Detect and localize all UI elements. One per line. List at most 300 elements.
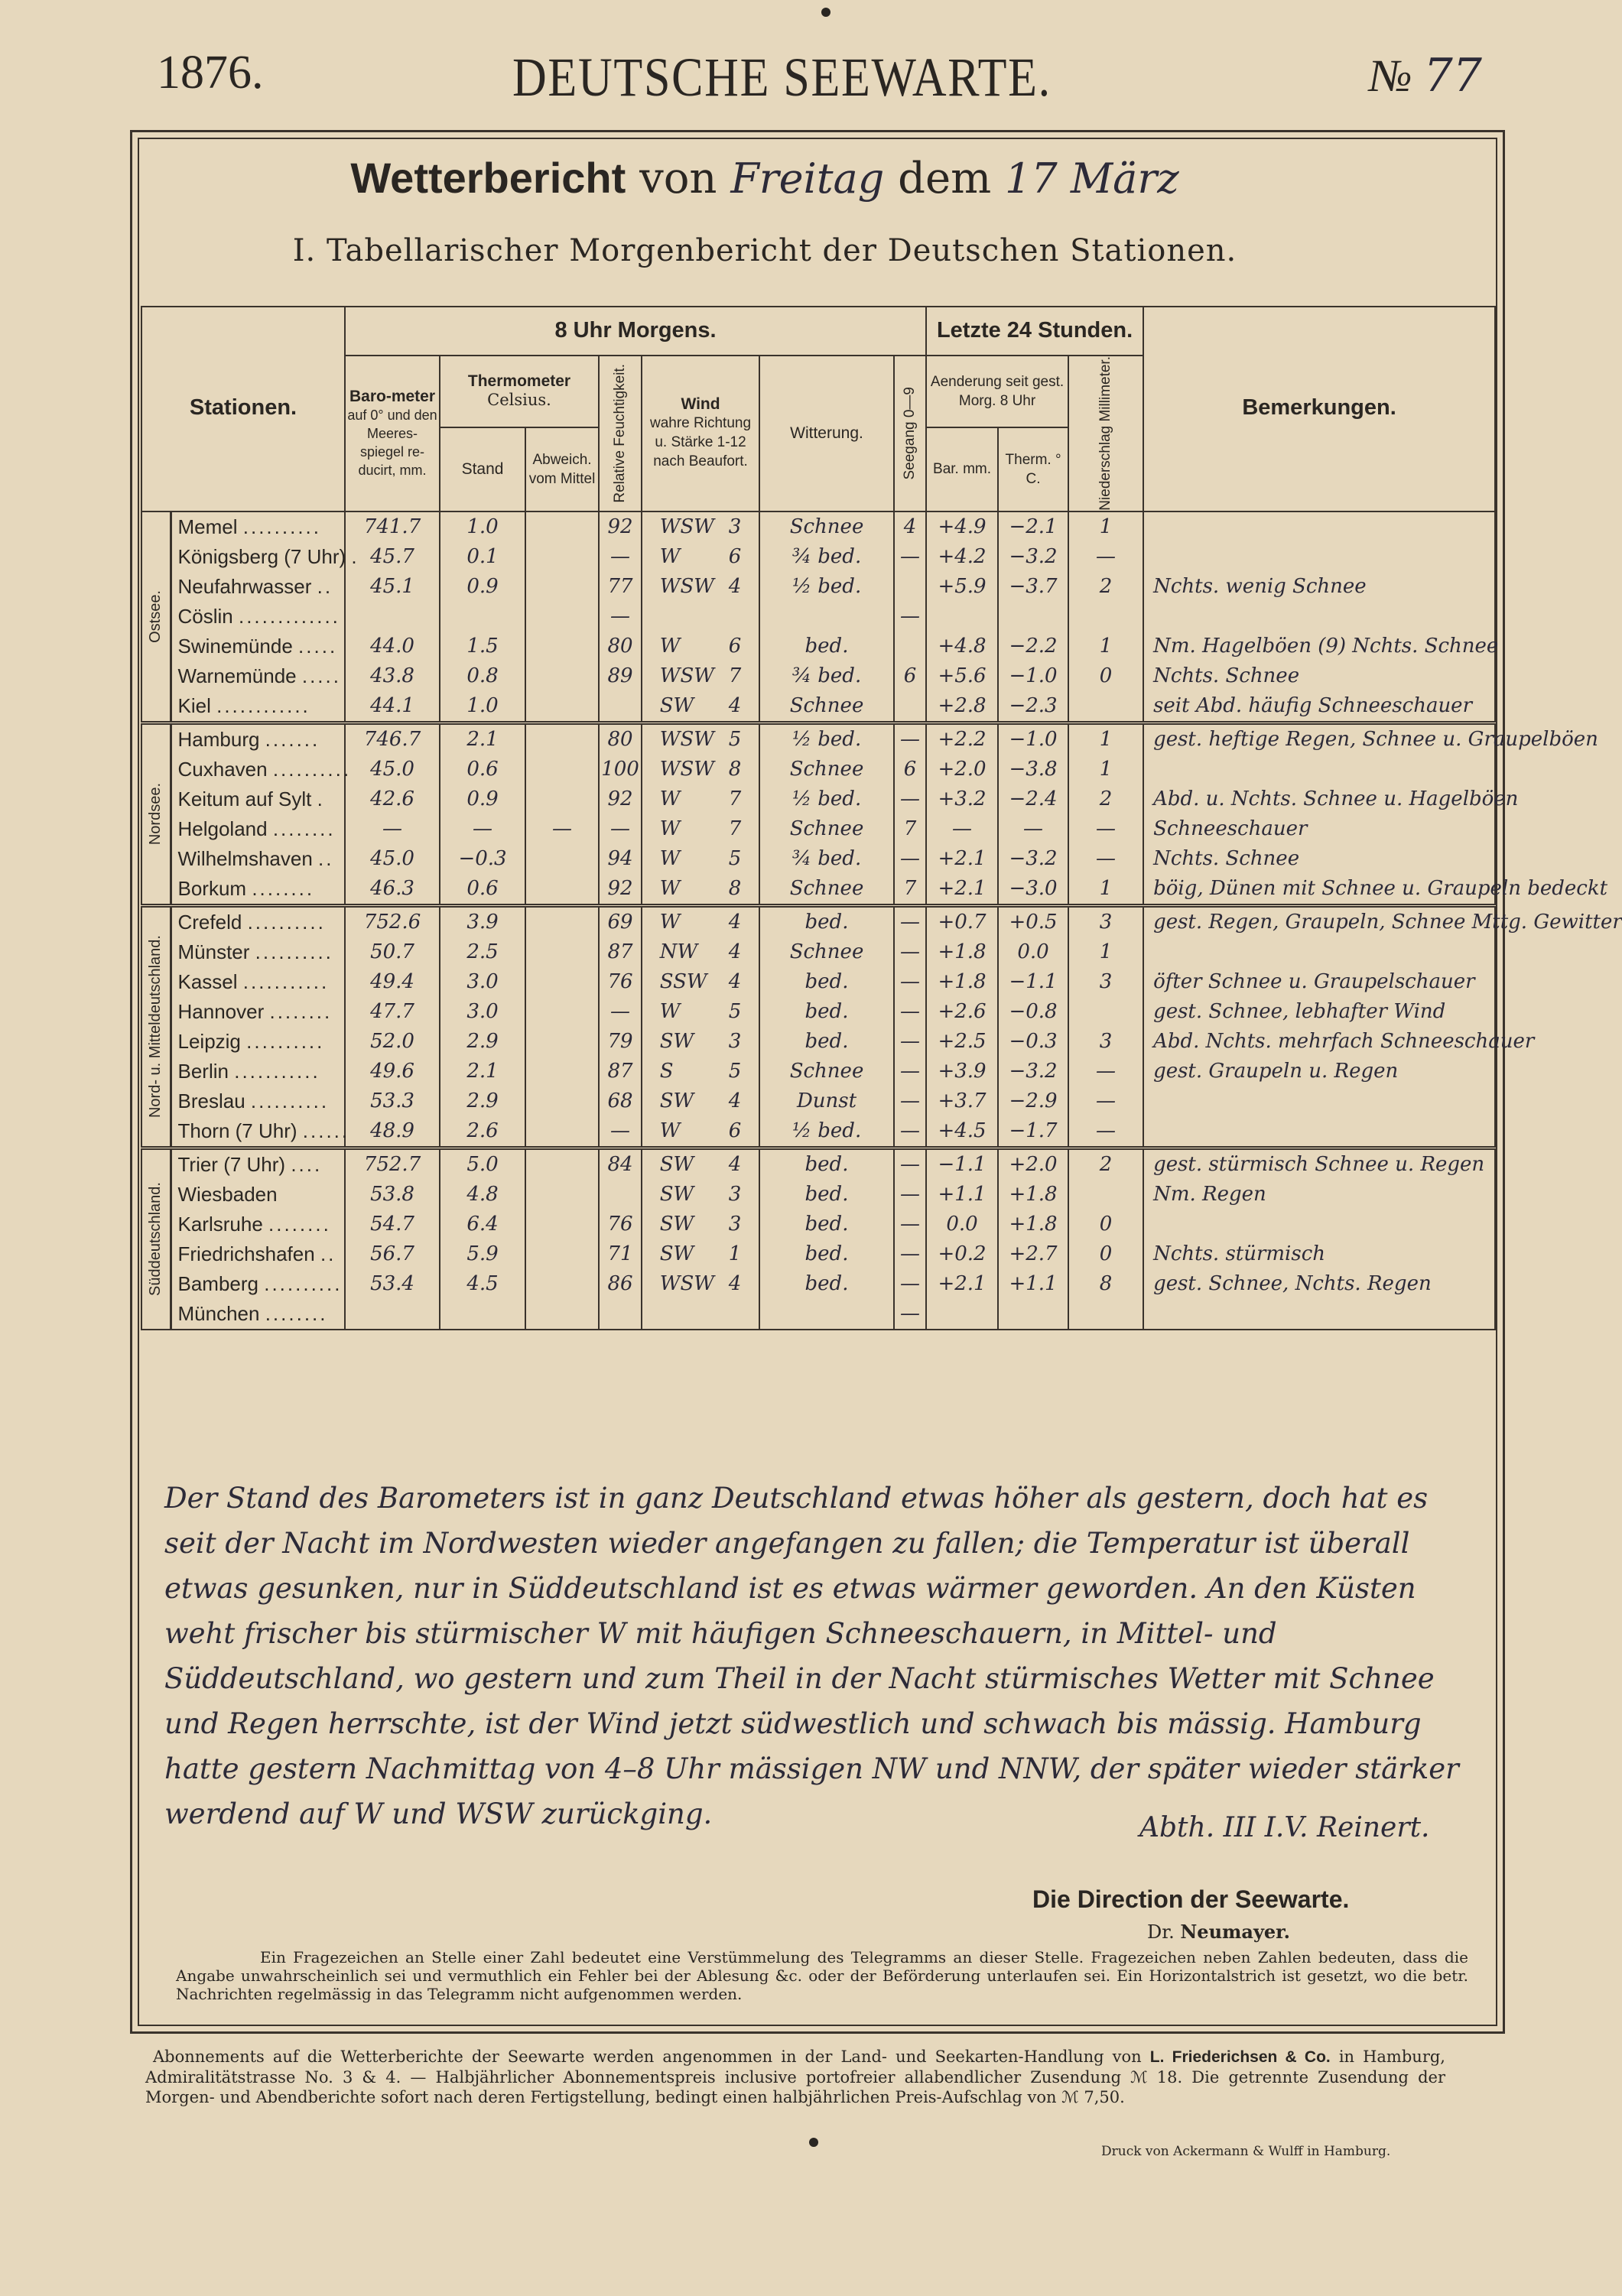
wind-cell: WSW 5 xyxy=(642,723,759,755)
remark-cell xyxy=(1143,542,1495,572)
niederschlag-cell: — xyxy=(1068,844,1143,874)
remark-cell xyxy=(1143,602,1495,632)
witterung-cell: ¾ bed. xyxy=(759,661,894,691)
delta-therm-cell: −2.9 xyxy=(998,1086,1068,1116)
feucht-cell: — xyxy=(599,997,642,1027)
station-name: Berlin ........... xyxy=(171,1057,345,1086)
feucht-cell: 79 xyxy=(599,1027,642,1057)
subscription-note xyxy=(145,2047,1445,2107)
table-row xyxy=(141,814,1495,844)
table-row xyxy=(141,1148,1495,1180)
delta-therm-cell: +0.5 xyxy=(998,905,1068,937)
remark-cell xyxy=(1143,511,1495,542)
wind-cell: W 7 xyxy=(642,784,759,814)
station-name: Crefeld .......... xyxy=(171,905,345,937)
abweich-cell xyxy=(525,874,599,906)
feucht-cell: — xyxy=(599,1116,642,1148)
number-value: 77 xyxy=(1423,49,1482,102)
stand-cell: — xyxy=(440,814,525,844)
feucht-cell: 100 xyxy=(599,755,642,784)
baro-cell: 47.7 xyxy=(345,997,440,1027)
niederschlag-cell: 1 xyxy=(1068,511,1143,542)
station-name: Neufahrwasser .. xyxy=(171,572,345,602)
delta-therm-cell: — xyxy=(998,814,1068,844)
abweich-cell xyxy=(525,1239,599,1269)
col-witterung: Witterung. xyxy=(759,356,894,511)
witterung-cell: ¾ bed. xyxy=(759,542,894,572)
table-row xyxy=(141,1180,1495,1210)
remark-cell: öfter Schnee u. Graupelschauer xyxy=(1143,967,1495,997)
niederschlag-cell: — xyxy=(1068,814,1143,844)
stand-cell: −0.3 xyxy=(440,844,525,874)
seegang-cell xyxy=(894,572,926,602)
witterung-cell: Schnee xyxy=(759,755,894,784)
delta-therm-cell xyxy=(998,1299,1068,1330)
col-therm-c: Therm. ° C. xyxy=(998,427,1068,511)
abweich-cell xyxy=(525,632,599,661)
delta-therm-cell: −1.0 xyxy=(998,723,1068,755)
station-name: Cuxhaven .......... xyxy=(171,755,345,784)
baro-cell: 50.7 xyxy=(345,937,440,967)
dr-prefix: Dr. xyxy=(1147,1921,1175,1943)
abweich-cell xyxy=(525,661,599,691)
delta-bar-cell: +2.0 xyxy=(926,755,998,784)
niederschlag-cell xyxy=(1068,602,1143,632)
witterung-cell: bed. xyxy=(759,1210,894,1239)
niederschlag-cell: 0 xyxy=(1068,661,1143,691)
delta-bar-cell: +4.2 xyxy=(926,542,998,572)
wind-cell: WSW 4 xyxy=(642,572,759,602)
stand-cell: 6.4 xyxy=(440,1210,525,1239)
stand-cell: 2.9 xyxy=(440,1086,525,1116)
witterung-cell: bed. xyxy=(759,1180,894,1210)
feucht-cell xyxy=(599,691,642,723)
delta-bar-cell: — xyxy=(926,814,998,844)
seegang-cell: — xyxy=(894,1116,926,1148)
seegang-cell: — xyxy=(894,1027,926,1057)
baro-cell: 53.8 xyxy=(345,1180,440,1210)
seegang-cell: — xyxy=(894,937,926,967)
col-bemerkungen: Bemerkungen. xyxy=(1143,307,1495,511)
niederschlag-cell xyxy=(1068,1299,1143,1330)
witterung-cell: Dunst xyxy=(759,1086,894,1116)
remark-cell xyxy=(1143,1210,1495,1239)
baro-cell: 746.7 xyxy=(345,723,440,755)
abweich-cell xyxy=(525,511,599,542)
abo-text-a: Abonnements auf die Wetterberichte der Seewarte werden angenommen in der Land- und Seekarten-Handlung von xyxy=(153,2048,1142,2066)
delta-bar-cell: +3.9 xyxy=(926,1057,998,1086)
baro-cell: 45.7 xyxy=(345,542,440,572)
niederschlag-cell: 2 xyxy=(1068,572,1143,602)
table-row xyxy=(141,572,1495,602)
col-last24: Letzte 24 Stunden. xyxy=(926,307,1143,356)
delta-therm-cell: −3.2 xyxy=(998,542,1068,572)
station-name: München ........ xyxy=(171,1299,345,1330)
witterung-cell: Schnee xyxy=(759,814,894,844)
delta-bar-cell: +4.9 xyxy=(926,511,998,542)
remark-cell: Nm. Hagelböen (9) Nchts. Schnee xyxy=(1143,632,1495,661)
witterung-cell: bed. xyxy=(759,1239,894,1269)
stand-cell: 5.9 xyxy=(440,1239,525,1269)
col-feucht: Relative Feuchtigkeit. xyxy=(599,356,642,511)
table-row xyxy=(141,874,1495,906)
wind-cell: W 5 xyxy=(642,844,759,874)
forecast-letter: Der Stand des Barometers ist in ganz Deutschland etwas höher als gestern, doch hat es seit der Nacht im Nordwesten wieder angefangen zu fallen; die Temperatur ist überall etwas gesunken, nur in Süddeutschland ist es etwas wärmer geworden. An den Küsten weht frischer bis stürmischer W mit häufigen Schneeschauern, in Mittel- und Süddeutschland, wo gestern und zum Theil in der Nacht stürmisches Wetter mit Schnee und Regen herrschte, ist der Wind jetzt südwestlich und schwach bis mässig. Hamburg hatte gestern Nachmittag von 4–8 Uhr mässigen NW und NNW, der später wieder stärker werdend auf W und WSW zurückging. xyxy=(164,1482,1459,1830)
wind-cell: SW 4 xyxy=(642,1148,759,1180)
feucht-cell: 80 xyxy=(599,632,642,661)
remark-cell: seit Abd. häufig Schneeschauer xyxy=(1143,691,1495,723)
wind-cell: NW 4 xyxy=(642,937,759,967)
table-row xyxy=(141,967,1495,997)
baro-cell: 53.4 xyxy=(345,1269,440,1299)
col-baro: Baro-meter auf 0° und den Meeres-spiegel re-ducirt, mm. xyxy=(345,356,440,511)
feucht-cell xyxy=(599,1180,642,1210)
stand-cell xyxy=(440,602,525,632)
wind-cell: WSW 4 xyxy=(642,1269,759,1299)
niederschlag-cell: 0 xyxy=(1068,1210,1143,1239)
wind-cell: SSW 4 xyxy=(642,967,759,997)
remark-cell: Abd. u. Nchts. Schnee u. Hagelböen xyxy=(1143,784,1495,814)
table-row xyxy=(141,844,1495,874)
niederschlag-cell: — xyxy=(1068,1086,1143,1116)
delta-bar-cell: +4.5 xyxy=(926,1116,998,1148)
seegang-cell: 6 xyxy=(894,755,926,784)
baro-cell: 42.6 xyxy=(345,784,440,814)
abweich-cell xyxy=(525,844,599,874)
feucht-cell: 92 xyxy=(599,511,642,542)
report-day: Freitag xyxy=(730,154,885,203)
abweich-cell xyxy=(525,542,599,572)
delta-therm-cell: −1.1 xyxy=(998,967,1068,997)
abweich-cell xyxy=(525,1269,599,1299)
printer-line: Druck von Ackermann & Wulff in Hamburg. xyxy=(1101,2144,1391,2159)
feucht-cell: 92 xyxy=(599,874,642,906)
delta-therm-cell: −0.8 xyxy=(998,997,1068,1027)
delta-bar-cell: +2.5 xyxy=(926,1027,998,1057)
ink-dot xyxy=(821,8,831,17)
stand-cell: 0.6 xyxy=(440,755,525,784)
niederschlag-cell: 1 xyxy=(1068,874,1143,906)
baro-cell: 56.7 xyxy=(345,1239,440,1269)
niederschlag-cell: 3 xyxy=(1068,1027,1143,1057)
wind-cell: SW 4 xyxy=(642,1086,759,1116)
delta-therm-cell: −2.4 xyxy=(998,784,1068,814)
seegang-cell: — xyxy=(894,1299,926,1330)
baro-cell: 44.0 xyxy=(345,632,440,661)
col-aenderung: Aenderung seit gest. Morg. 8 Uhr xyxy=(926,356,1068,427)
table-row xyxy=(141,691,1495,723)
witterung-cell: bed. xyxy=(759,905,894,937)
station-name: Trier (7 Uhr) .... xyxy=(171,1148,345,1180)
report-subtitle: I. Tabellarischer Morgenbericht der Deutschen Stationen. xyxy=(292,233,1237,268)
delta-bar-cell: +3.7 xyxy=(926,1086,998,1116)
delta-therm-cell: −3.0 xyxy=(998,874,1068,906)
stand-cell: 2.5 xyxy=(440,937,525,967)
delta-bar-cell: +1.1 xyxy=(926,1180,998,1210)
station-name: Cöslin ............. xyxy=(171,602,345,632)
seegang-cell: — xyxy=(894,602,926,632)
footnote: Ein Fragezeichen an Stelle einer Zahl bedeutet eine Verstümmelung des Telegramms an dieser Stelle. Fragezeichen neben Zahlen bedeuten, dass die Angabe unwahrscheinlich sei und vermuthlich ein Fehler bei der Ablesung &c. oder der Beförderung unterlaufen sei. Ein Horizontalstrich ist gesetzt, wo die betr. Nachrichten regelmässig in das Telegramm nicht aufgenommen werden. xyxy=(176,1948,1468,2003)
seegang-cell: — xyxy=(894,967,926,997)
delta-bar-cell: +1.8 xyxy=(926,967,998,997)
ink-dot-bottom xyxy=(809,2138,818,2147)
niederschlag-cell: 2 xyxy=(1068,1148,1143,1180)
station-name: Königsberg (7 Uhr) . xyxy=(171,542,345,572)
abweich-cell xyxy=(525,905,599,937)
abweich-cell xyxy=(525,602,599,632)
col-wind: Wind wahre Richtung u. Stärke 1-12 nach Beaufort. xyxy=(642,356,759,511)
baro-cell: 43.8 xyxy=(345,661,440,691)
feucht-cell: 87 xyxy=(599,1057,642,1086)
stand-cell: 1.5 xyxy=(440,632,525,661)
seegang-cell: 6 xyxy=(894,661,926,691)
niederschlag-cell xyxy=(1068,997,1143,1027)
report-title xyxy=(0,153,1529,203)
station-name: Borkum ........ xyxy=(171,874,345,906)
station-name: Warnemünde ..... xyxy=(171,661,345,691)
table-row xyxy=(141,661,1495,691)
station-name: Helgoland ........ xyxy=(171,814,345,844)
delta-bar-cell: +5.6 xyxy=(926,661,998,691)
remark-cell xyxy=(1143,1086,1495,1116)
seegang-cell: — xyxy=(894,1086,926,1116)
feucht-cell: 71 xyxy=(599,1239,642,1269)
abweich-cell xyxy=(525,1299,599,1330)
abweich-cell: — xyxy=(525,814,599,844)
feucht-cell: 80 xyxy=(599,723,642,755)
delta-bar-cell xyxy=(926,602,998,632)
delta-therm-cell: −2.1 xyxy=(998,511,1068,542)
abweich-cell xyxy=(525,937,599,967)
delta-therm-cell: +1.1 xyxy=(998,1269,1068,1299)
baro-cell: 54.7 xyxy=(345,1210,440,1239)
feucht-cell: 92 xyxy=(599,784,642,814)
col-bar-mm: Bar. mm. xyxy=(926,427,998,511)
delta-bar-cell: +2.1 xyxy=(926,1269,998,1299)
feucht-cell: — xyxy=(599,814,642,844)
witterung-cell: ½ bed. xyxy=(759,784,894,814)
delta-therm-cell: −1.7 xyxy=(998,1116,1068,1148)
niederschlag-cell: 1 xyxy=(1068,755,1143,784)
delta-therm-cell: −2.3 xyxy=(998,691,1068,723)
station-name: Keitum auf Sylt . xyxy=(171,784,345,814)
delta-therm-cell: −2.2 xyxy=(998,632,1068,661)
remark-cell xyxy=(1143,1116,1495,1148)
witterung-cell: Schnee xyxy=(759,874,894,906)
baro-cell: 52.0 xyxy=(345,1027,440,1057)
region-label: Ostsee. xyxy=(141,511,171,723)
wind-cell: W 7 xyxy=(642,814,759,844)
witterung-cell xyxy=(759,1299,894,1330)
station-name: Thorn (7 Uhr) ...... xyxy=(171,1116,345,1148)
wind-cell: W 4 xyxy=(642,905,759,937)
station-name: Kassel ........... xyxy=(171,967,345,997)
seegang-cell: — xyxy=(894,844,926,874)
delta-therm-cell: +2.0 xyxy=(998,1148,1068,1180)
stand-cell: 0.9 xyxy=(440,572,525,602)
table-row xyxy=(141,602,1495,632)
col-morning: 8 Uhr Morgens. xyxy=(345,307,926,356)
col-stand: Stand xyxy=(440,427,525,511)
col-stations: Stationen. xyxy=(141,307,345,511)
abweich-cell xyxy=(525,997,599,1027)
feucht-cell: 94 xyxy=(599,844,642,874)
station-name: Friedrichshafen .. xyxy=(171,1239,345,1269)
remark-cell: gest. Schnee, lebhafter Wind xyxy=(1143,997,1495,1027)
remark-cell: gest. Graupeln u. Regen xyxy=(1143,1057,1495,1086)
feucht-cell: 76 xyxy=(599,1210,642,1239)
baro-cell: 752.6 xyxy=(345,905,440,937)
table-row xyxy=(141,1299,1495,1330)
weather-table-body xyxy=(141,511,1622,1330)
abweich-cell xyxy=(525,1086,599,1116)
abweich-cell xyxy=(525,1148,599,1180)
niederschlag-cell: 8 xyxy=(1068,1269,1143,1299)
witterung-cell xyxy=(759,602,894,632)
remark-cell: Nchts. Schnee xyxy=(1143,661,1495,691)
stand-cell: 2.1 xyxy=(440,723,525,755)
feucht-cell: 77 xyxy=(599,572,642,602)
issue-number xyxy=(1369,49,1482,102)
delta-bar-cell: +2.6 xyxy=(926,997,998,1027)
abweich-cell xyxy=(525,967,599,997)
niederschlag-cell xyxy=(1068,691,1143,723)
niederschlag-cell: 1 xyxy=(1068,723,1143,755)
delta-therm-cell: +2.7 xyxy=(998,1239,1068,1269)
delta-bar-cell: −1.1 xyxy=(926,1148,998,1180)
seegang-cell xyxy=(894,632,926,661)
feucht-cell: — xyxy=(599,602,642,632)
delta-therm-cell: −3.2 xyxy=(998,844,1068,874)
col-thermo: Thermometer Celsius. xyxy=(440,356,599,427)
stand-cell: 2.1 xyxy=(440,1057,525,1086)
baro-cell: — xyxy=(345,814,440,844)
abo-firm: L. Friederichsen & Co. xyxy=(1149,2048,1331,2066)
abo-text-b: in Hamburg, Admiralitätstrasse No. 3 & 4. — Halbjährlicher Abonnementspreis inclusive portofreier allabendlicher Zusendung ℳ 18. Die getrennte Zusendung der Morgen- und Abendberichte sofort nach deren Fertigstellung, bedingt einen halbjährlichen Preis-Aufschlag von ℳ 7,50. xyxy=(145,2048,1445,2106)
stand-cell: 0.1 xyxy=(440,542,525,572)
abweich-cell xyxy=(525,1180,599,1210)
abweich-cell xyxy=(525,755,599,784)
feucht-cell: 86 xyxy=(599,1269,642,1299)
seegang-cell: — xyxy=(894,1269,926,1299)
stand-cell: 2.6 xyxy=(440,1116,525,1148)
witterung-cell: bed. xyxy=(759,1027,894,1057)
witterung-cell: bed. xyxy=(759,997,894,1027)
delta-therm-cell: +1.8 xyxy=(998,1180,1068,1210)
niederschlag-cell: 2 xyxy=(1068,784,1143,814)
delta-bar-cell: +0.7 xyxy=(926,905,998,937)
region-label: Nordsee. xyxy=(141,723,171,905)
stand-cell: 0.6 xyxy=(440,874,525,906)
witterung-cell: ½ bed. xyxy=(759,572,894,602)
wind-cell: SW 1 xyxy=(642,1239,759,1269)
station-name: Wiesbaden xyxy=(171,1180,345,1210)
wind-cell: SW 4 xyxy=(642,691,759,723)
witterung-cell: ¾ bed. xyxy=(759,844,894,874)
table-row xyxy=(141,997,1495,1027)
dr-name: Neumayer. xyxy=(1180,1921,1290,1943)
table-row xyxy=(141,755,1495,784)
baro-cell: 45.1 xyxy=(345,572,440,602)
direction-line: Die Direction der Seewarte. xyxy=(1032,1885,1350,1913)
masthead: DEUTSCHE SEEWARTE. xyxy=(512,47,1052,108)
feucht-cell: — xyxy=(599,542,642,572)
wind-cell: SW 3 xyxy=(642,1180,759,1210)
seegang-cell: 4 xyxy=(894,511,926,542)
remark-cell xyxy=(1143,755,1495,784)
niederschlag-cell: 3 xyxy=(1068,905,1143,937)
witterung-cell: Schnee xyxy=(759,511,894,542)
station-name: Münster .......... xyxy=(171,937,345,967)
table-row xyxy=(141,1086,1495,1116)
niederschlag-cell: 1 xyxy=(1068,937,1143,967)
niederschlag-cell: 1 xyxy=(1068,632,1143,661)
remark-cell xyxy=(1143,937,1495,967)
stand-cell: 1.0 xyxy=(440,691,525,723)
table-row xyxy=(141,1210,1495,1239)
wind-cell: W 6 xyxy=(642,632,759,661)
station-name: Karlsruhe ........ xyxy=(171,1210,345,1239)
witterung-cell: Schnee xyxy=(759,691,894,723)
baro-cell: 45.0 xyxy=(345,755,440,784)
station-name: Memel .......... xyxy=(171,511,345,542)
seegang-cell: — xyxy=(894,1057,926,1086)
remark-cell xyxy=(1143,1299,1495,1330)
remark-cell: Nm. Regen xyxy=(1143,1180,1495,1210)
station-name: Hannover ........ xyxy=(171,997,345,1027)
delta-bar-cell: +2.8 xyxy=(926,691,998,723)
delta-therm-cell: +1.8 xyxy=(998,1210,1068,1239)
station-name: Bamberg .......... xyxy=(171,1269,345,1299)
feucht-cell: 87 xyxy=(599,937,642,967)
witterung-cell: bed. xyxy=(759,967,894,997)
stand-cell xyxy=(440,1299,525,1330)
witterung-cell: bed. xyxy=(759,1148,894,1180)
stand-cell: 3.0 xyxy=(440,967,525,997)
station-name: Kiel ............ xyxy=(171,691,345,723)
remark-cell: gest. heftige Regen, Schnee u. Graupelböen xyxy=(1143,723,1495,755)
remark-cell: Schneeschauer xyxy=(1143,814,1495,844)
delta-therm-cell: 0.0 xyxy=(998,937,1068,967)
delta-therm-cell xyxy=(998,602,1068,632)
table-row xyxy=(141,784,1495,814)
seegang-cell: — xyxy=(894,1210,926,1239)
table-row xyxy=(141,1057,1495,1086)
witterung-cell: Schnee xyxy=(759,1057,894,1086)
weather-table xyxy=(141,306,1622,1330)
stand-cell: 4.8 xyxy=(440,1180,525,1210)
delta-bar-cell: +3.2 xyxy=(926,784,998,814)
baro-cell xyxy=(345,1299,440,1330)
seegang-cell: — xyxy=(894,905,926,937)
delta-bar-cell xyxy=(926,1299,998,1330)
niederschlag-cell: — xyxy=(1068,542,1143,572)
baro-cell: 53.3 xyxy=(345,1086,440,1116)
stand-cell: 1.0 xyxy=(440,511,525,542)
title-dem: dem xyxy=(898,154,992,203)
delta-bar-cell: 0.0 xyxy=(926,1210,998,1239)
stand-cell: 4.5 xyxy=(440,1269,525,1299)
baro-cell: 49.4 xyxy=(345,967,440,997)
remark-cell: gest. stürmisch Schnee u. Regen xyxy=(1143,1148,1495,1180)
witterung-cell: bed. xyxy=(759,1269,894,1299)
delta-bar-cell: +2.2 xyxy=(926,723,998,755)
niederschlag-cell: — xyxy=(1068,1057,1143,1086)
delta-bar-cell: +2.1 xyxy=(926,844,998,874)
remark-cell: Nchts. stürmisch xyxy=(1143,1239,1495,1269)
wind-cell xyxy=(642,602,759,632)
table-row xyxy=(141,937,1495,967)
